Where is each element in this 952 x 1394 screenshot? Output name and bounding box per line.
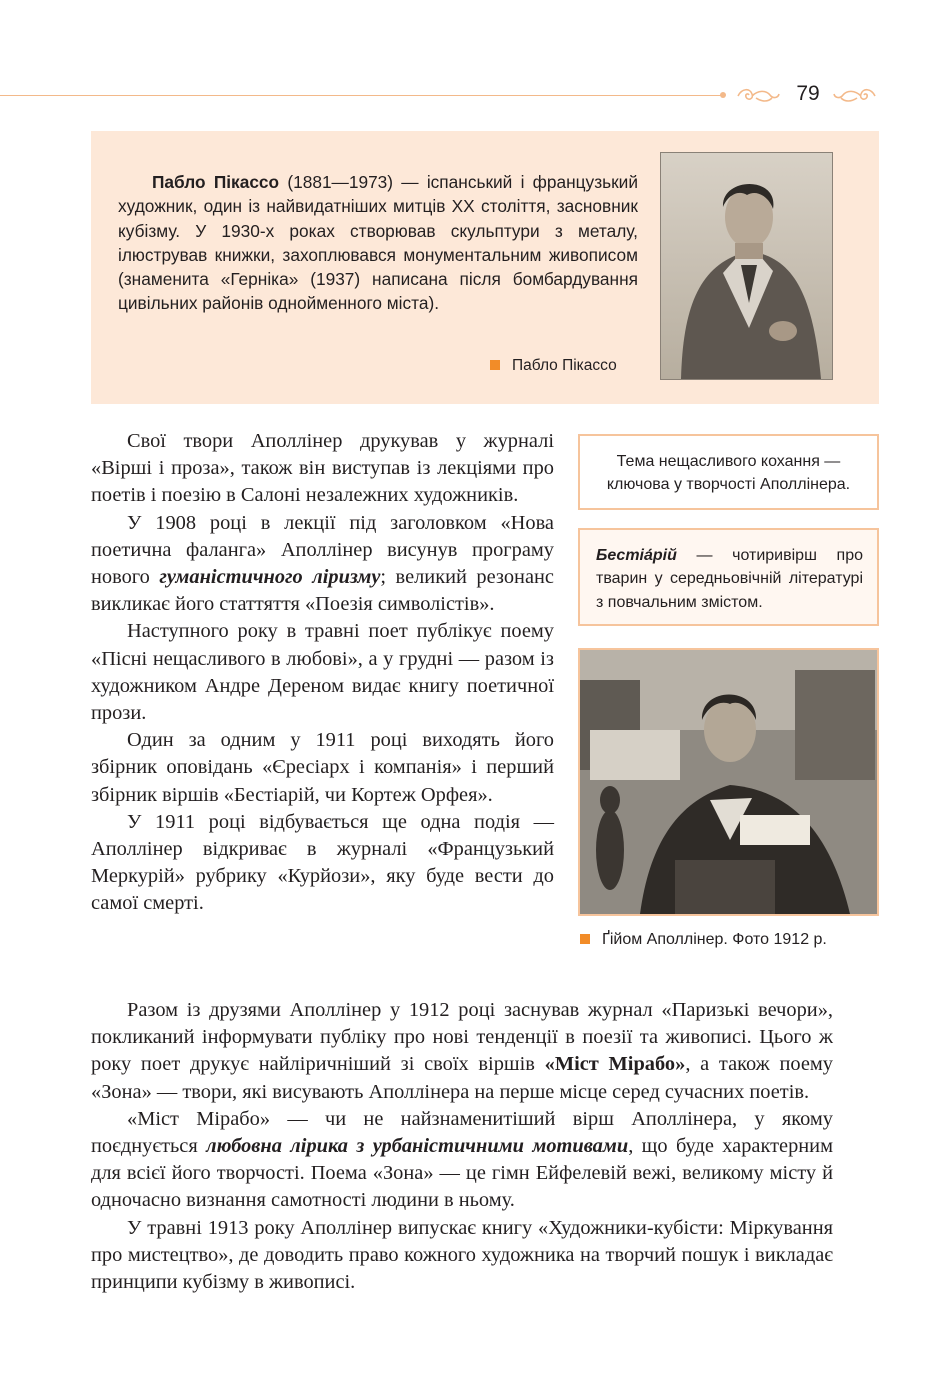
picasso-caption-text: Пабло Пікассо [512,357,617,374]
apollinaire-photo [578,648,879,916]
term-bestiary: Бестіа́рій [596,547,677,564]
apollinaire-portrait-image [580,650,877,914]
paragraph-2-start: У 1908 році в лекції під заголовком «Нова поетична фаланга» Аполлінер висунув програму нового [91,511,554,589]
biography-body: (1881—1973) — іспанський і французький художник, один із найвидатніших митців XX століття, засновник кубізму. У 1930-х роках створював скульптури з металу, ілюстрував книжки, захоплювався монументальним живописом (знаменита «Герніка» (1937) написана після бомбардування цивільних районів однойменного міста). [118,172,638,314]
paragraph-7-end: , що буде характерним для всієї його творчості. Поема «Зона» — це гімн Ейфелевій вежі, великому місту й одночасно визнання самотності людини в ньому. [91,1135,833,1212]
paragraph-7 [91,1106,833,1215]
paragraph-3: Наступного року в травні поет публікує поему «Пісні нещасливого в любові», а у грудні — разом із художником Андре Дереном видає книгу поетичної прози. [91,620,554,725]
paragraph-5: У 1911 році відбувається ще одна подія — Аполлінер відкриває в журналі «Французький Меркурій» рубрику «Курйози», яку буде вести до самої смерті. [91,810,554,915]
note-bestiary-text [596,544,863,614]
paragraph-7-start: «Міст Мірабо» — чи не найзнаменитіший вірш Аполлінера, у якому поєднується [91,1107,833,1158]
caption-marker-icon [580,934,590,944]
term-love-lyric-urban: любовна лірика з урбаністичними мотивами [206,1135,629,1158]
biography-text [118,170,638,316]
header-rule-dot [720,92,726,98]
bestiary-definition: — чотиривірш про тварин у середньовічній літературі з повчальним змістом. [596,547,863,611]
note-theme-text: Тема нещасливого кохання — ключова у творчості Аполлінера. [606,453,851,494]
note-box-bestiary [578,528,879,626]
paragraph-6-end: , а також поему «Зона» — твори, які висувають Аполлінера на перше місце серед сучасних поетів. [91,1053,833,1103]
header-rule [0,95,722,96]
poem-title-mirabeau: «Міст Мірабо» [544,1053,686,1076]
biography-name: Пабло Пікассо [152,172,280,192]
picasso-photo [660,152,833,380]
caption-marker-icon [490,360,500,370]
paragraph-8: У травні 1913 року Аполлінер випускає книгу «Художники-кубісти: Міркування про мистецтво», де доводить право кожного художника на творчий пошук і викладає принципи кубізму в живописі. [91,1216,833,1294]
note-box-theme [578,434,879,510]
term-humanistic-lyricism: гуманістичного ліризму [159,566,381,589]
paragraph-4: Один за одним у 1911 році виходять його збірник оповідань «Єресіарх і компанія» і перший збірник віршів «Бестіарій, чи Кортеж Орфея». [91,729,554,806]
apollinaire-caption [580,931,827,949]
picasso-portrait-image [661,153,832,379]
wide-text-column [91,997,833,1296]
right-ornament-icon [833,84,877,106]
paragraph-6-start: Разом із друзями Аполлінер у 1912 році заснував журнал «Паризькі вечори», покликаний інформувати публіку про нові тенденції в поезії та живописі. Цього ж року поет друкує найліричніший зі своїх віршів [91,999,833,1076]
apollinaire-caption-text: Ґійом Аполлінер. Фото 1912 р. [602,931,827,948]
page-number: 79 [796,82,820,105]
picasso-caption [490,357,617,375]
paragraph-1: Свої твори Аполлінер друкував у журналі «Вірші і проза», також він виступав із лекціями про поетів і поезію в Салоні незалежних художників. [91,430,554,507]
paragraph-6 [91,997,833,1106]
left-ornament-icon [736,84,780,106]
paragraph-2 [91,510,554,619]
paragraph-2-end: ; великий резонанс викликає його статтяття «Поезія символістів». [91,566,554,616]
main-text-column [91,428,554,918]
